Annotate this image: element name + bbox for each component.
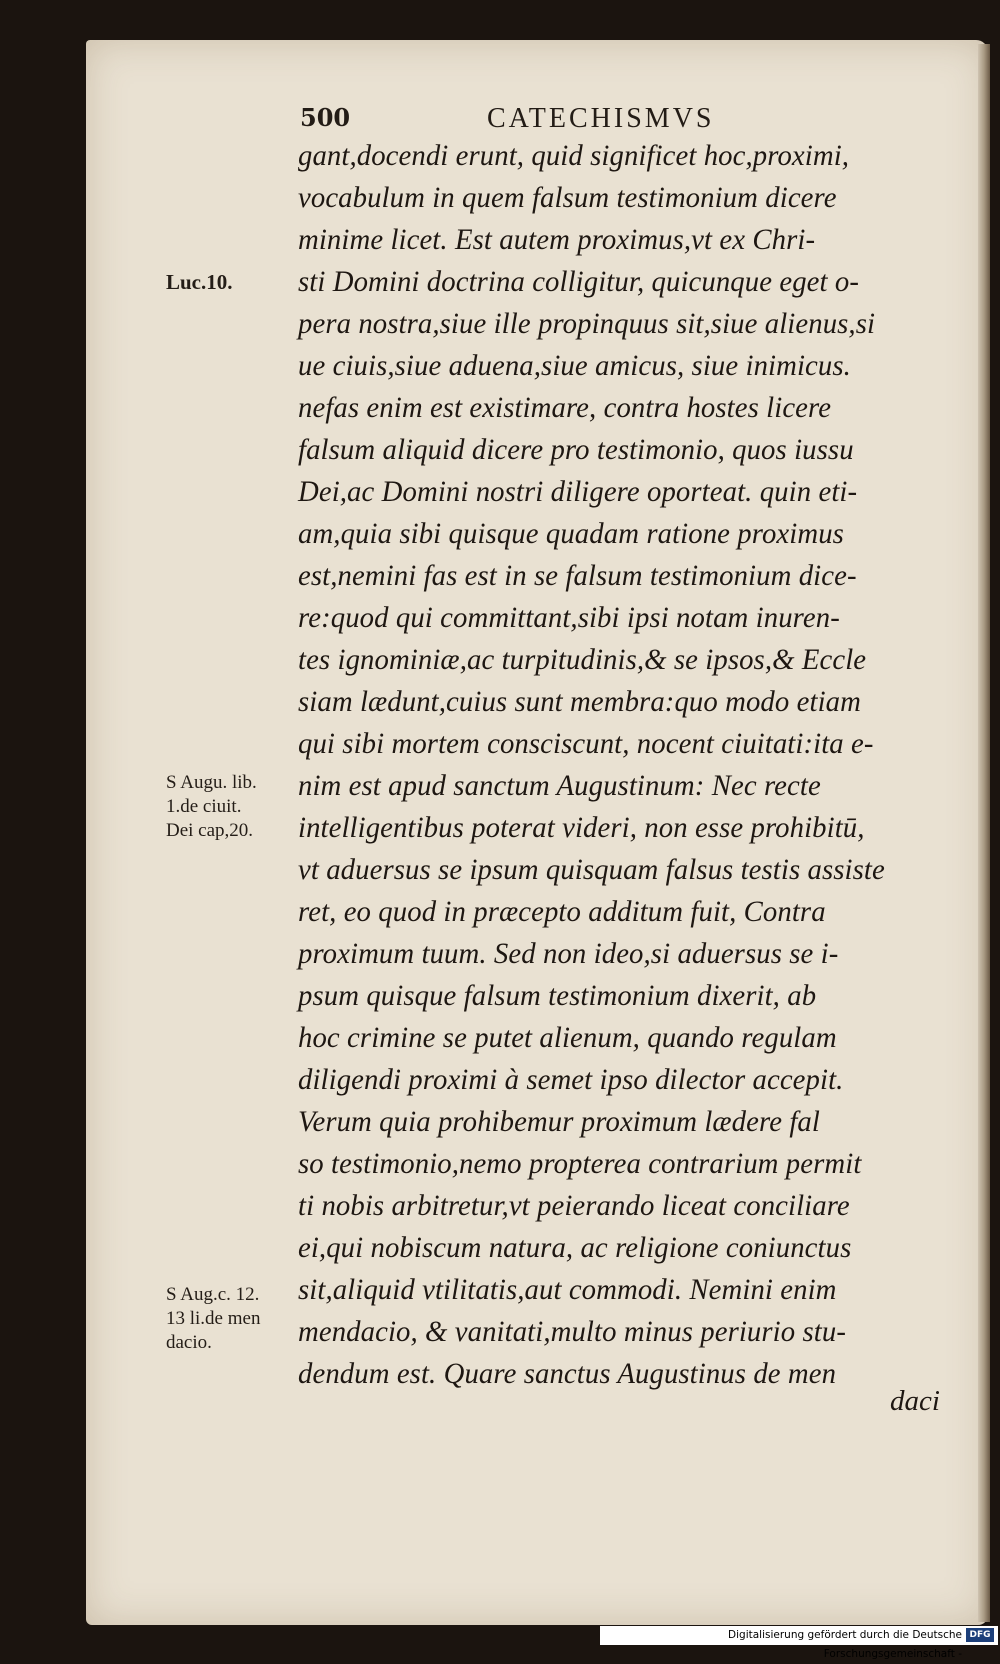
text-line: gant,docendi erunt, quid significet hoc,proximi, xyxy=(298,140,850,172)
margin-note-line: 13 li.de men xyxy=(166,1308,261,1329)
margin-note-augustine-civitate xyxy=(166,771,257,843)
text-line: mendacio, & vanitati,multo minus periurio stu- xyxy=(298,1316,846,1348)
text-line: sti Domini doctrina colligitur, quicunque eget o- xyxy=(298,266,860,298)
text-line: nefas enim est existimare, contra hostes licere xyxy=(298,392,832,424)
text-line: nim est apud sanctum Augustinum: Nec recte xyxy=(298,770,821,802)
text-line: Dei,ac Domini nostri diligere oporteat. quin eti- xyxy=(298,476,858,508)
text-line: proximum tuum. Sed non ideo,si aduersus se i- xyxy=(298,938,839,970)
catchword: daci xyxy=(890,1385,940,1417)
text-line: ret, eo quod in præcepto additum fuit, Contra xyxy=(298,896,826,928)
margin-note-line: dacio. xyxy=(166,1332,212,1353)
text-line: psum quisque falsum testimonium dixerit, ab xyxy=(298,980,817,1012)
text-line: am,quia sibi quisque quadam ratione proximus xyxy=(298,518,844,550)
text-line: sit,aliquid vtilitatis,aut commodi. Nemini enim xyxy=(298,1274,837,1306)
text-line: est,nemini fas est in se falsum testimonium dice- xyxy=(298,560,857,592)
text-line: falsum aliquid dicere pro testimonio, quos iussu xyxy=(298,434,854,466)
margin-note-line: S Aug.c. 12. xyxy=(166,1284,260,1305)
text-line: siam lædunt,cuius sunt membra:quo modo etiam xyxy=(298,686,861,718)
text-line: minime licet. Est autem proximus,vt ex Chri- xyxy=(298,224,816,256)
text-line: tes ignominiæ,ac turpitudinis,& se ipsos,& Eccle xyxy=(298,644,867,676)
dfg-logo: DFG xyxy=(966,1628,994,1642)
text-line: diligendi proximi à semet ipso dilector accepit. xyxy=(298,1064,844,1096)
running-title: CATECHISMVS xyxy=(487,103,715,134)
margin-note-augustine-mendacio xyxy=(166,1283,260,1355)
digitization-credit: Digitalisierung gefördert durch die Deutsche Forschungsgemeinschaft - xyxy=(600,1626,998,1645)
text-line: hoc crimine se putet alienum, quando regulam xyxy=(298,1022,837,1054)
text-line: vocabulum in quem falsum testimonium dicere xyxy=(298,182,837,214)
margin-note-luc xyxy=(166,270,233,294)
text-line: ei,qui nobiscum natura, ac religione coniunctus xyxy=(298,1232,852,1264)
margin-note-line: Dei cap,20. xyxy=(166,820,254,841)
margin-note-line: S Augu. lib. xyxy=(166,772,257,793)
text-line: vt aduersus se ipsum quisquam falsus testis assiste xyxy=(298,854,885,886)
text-line: pera nostra,siue ille propinquus sit,siue alienus,si xyxy=(298,308,876,340)
text-line: qui sibi mortem consciscunt, nocent ciuitati:ita e- xyxy=(298,728,874,760)
page-number: 500 xyxy=(300,103,351,132)
text-line: ti nobis arbitretur,vt peierando liceat conciliare xyxy=(298,1190,850,1222)
margin-note-line: 1.de ciuit. xyxy=(166,796,242,817)
text-line: so testimonio,nemo propterea contrarium permit xyxy=(298,1148,862,1180)
text-line: ue ciuis,siue aduena,siue amicus, siue inimicus. xyxy=(298,350,851,382)
margin-note-line: Luc.10. xyxy=(166,270,233,294)
main-text xyxy=(298,135,988,1395)
text-line: dendum est. Quare sanctus Augustinus de men xyxy=(298,1358,837,1390)
text-line: Verum quia prohibemur proximum lædere fal xyxy=(298,1106,820,1138)
text-line: intelligentibus poterat videri, non esse prohibitū, xyxy=(298,812,865,844)
text-line: re:quod qui committant,sibi ipsi notam inuren- xyxy=(298,602,840,634)
